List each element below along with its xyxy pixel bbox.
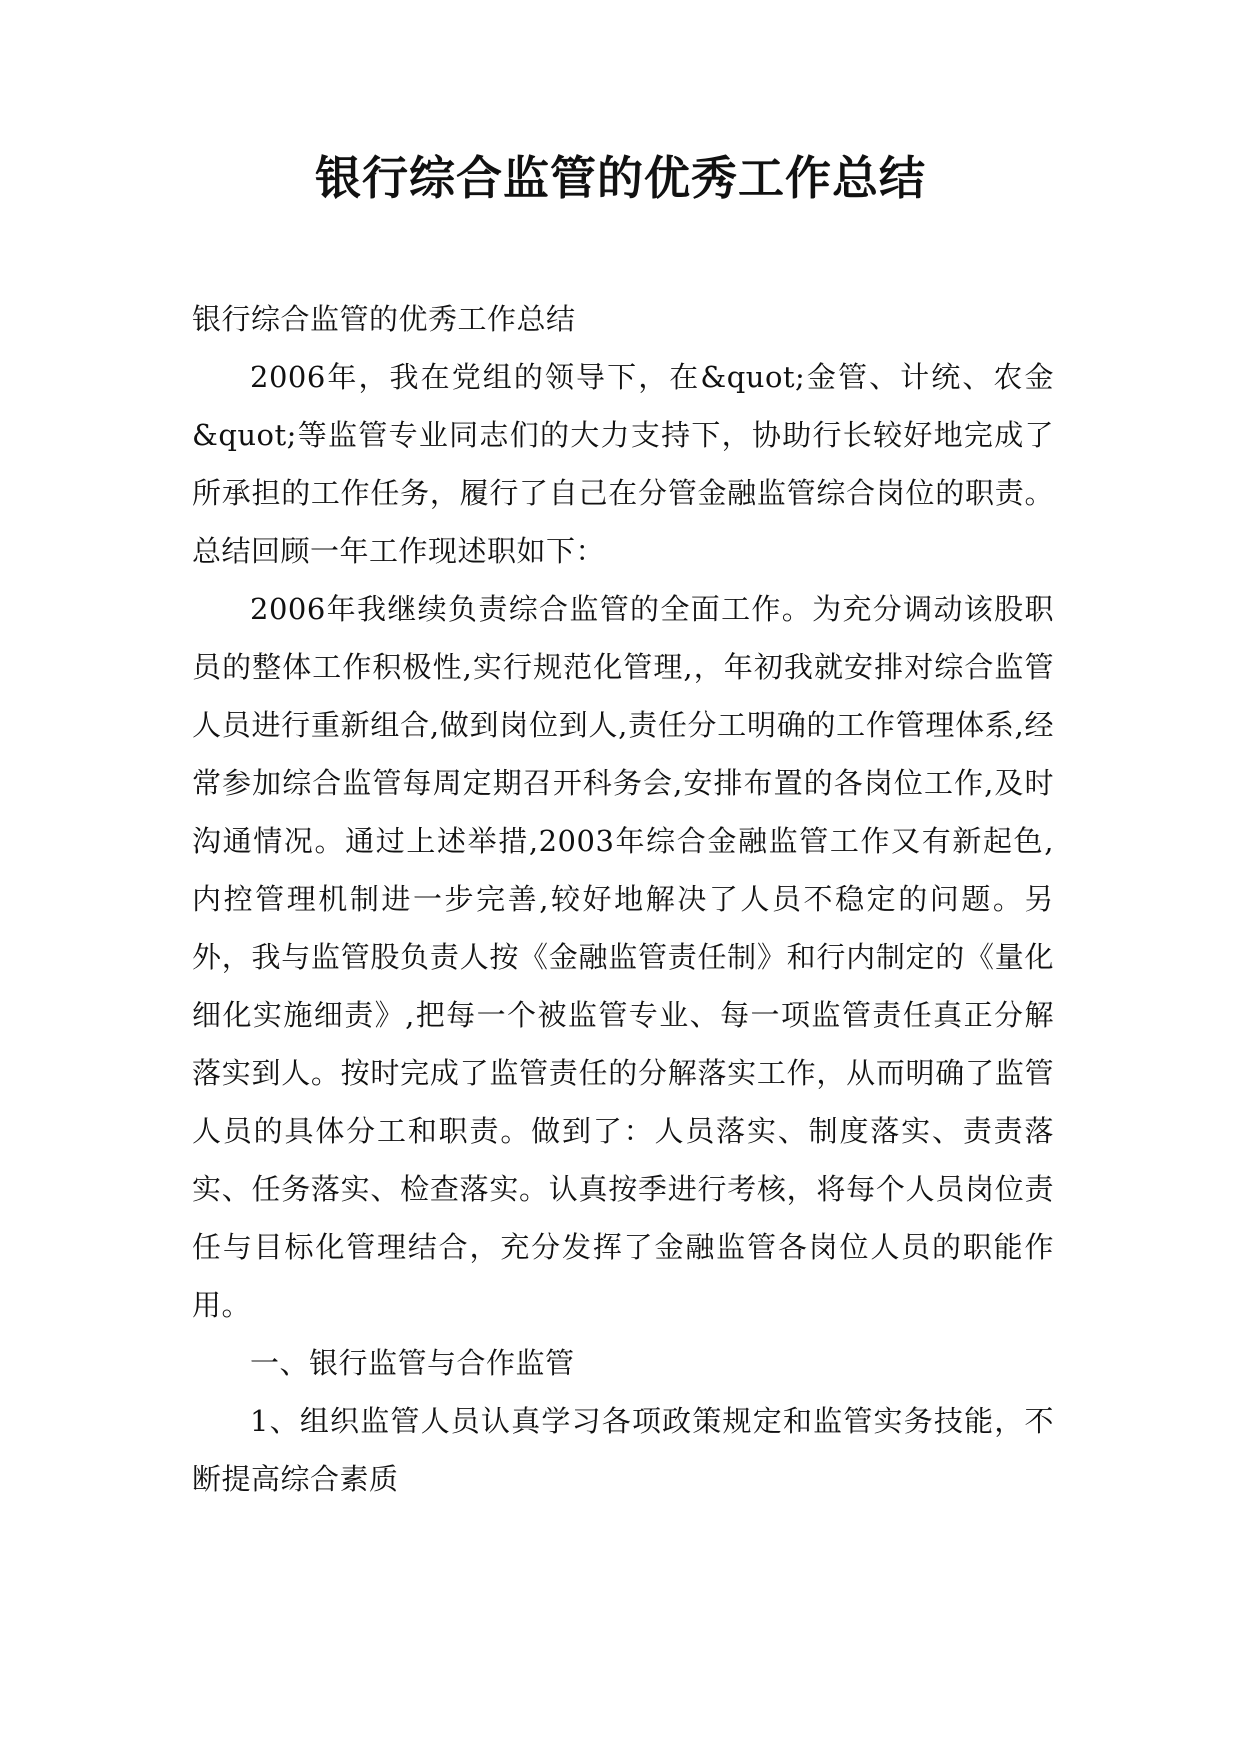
document-body [192, 290, 1054, 1508]
section-item-paragraph: 1、组织监管人员认真学习各项政策规定和监管实务技能，不断提高综合素质 [192, 1404, 1054, 1496]
document-title: 银行综合监管的优秀工作总结 [315, 151, 926, 205]
intro-paragraph: 2006年，我在党组的领导下，在&quot;金管、计统、农金&quot;等监管专业同志们的大力支持下，协助行长较好地完成了所承担的工作任务，履行了自己在分管金融监管综合岗位的职责。总结回顾一年工作现述职如下： [192, 360, 1054, 568]
subtitle-paragraph: 银行综合监管的优秀工作总结 [192, 302, 576, 336]
section-heading: 一、银行监管与合作监管 [250, 1346, 575, 1380]
work-summary-paragraph: 2006年我继续负责综合监管的全面工作。为充分调动该股职员的整体工作积极性,实行规范化管理,，年初我就安排对综合监管人员进行重新组合,做到岗位到人,责任分工明确的工作管理体系,经常参加综合监管每周定期召开科务会,安排布置的各岗位工作,及时沟通情况。通过上述举措,2003年综合金融监管工作又有新起色,内控管理机制进一步完善,较好地解决了人员不稳定的问题。另外，我与监管股负责人按《金融监管责任制》和行内制定的《量化细化实施细责》,把每一个被监管专业、每一项监管责任真正分解落实到人。按时完成了监管责任的分解落实工作，从而明确了监管人员的具体分工和职责。做到了：人员落实、制度落实、责责落实、任务落实、检查落实。认真按季进行考核，将每个人员岗位责任与目标化管理结合，充分发挥了金融监管各岗位人员的职能作用。 [192, 592, 1054, 1322]
